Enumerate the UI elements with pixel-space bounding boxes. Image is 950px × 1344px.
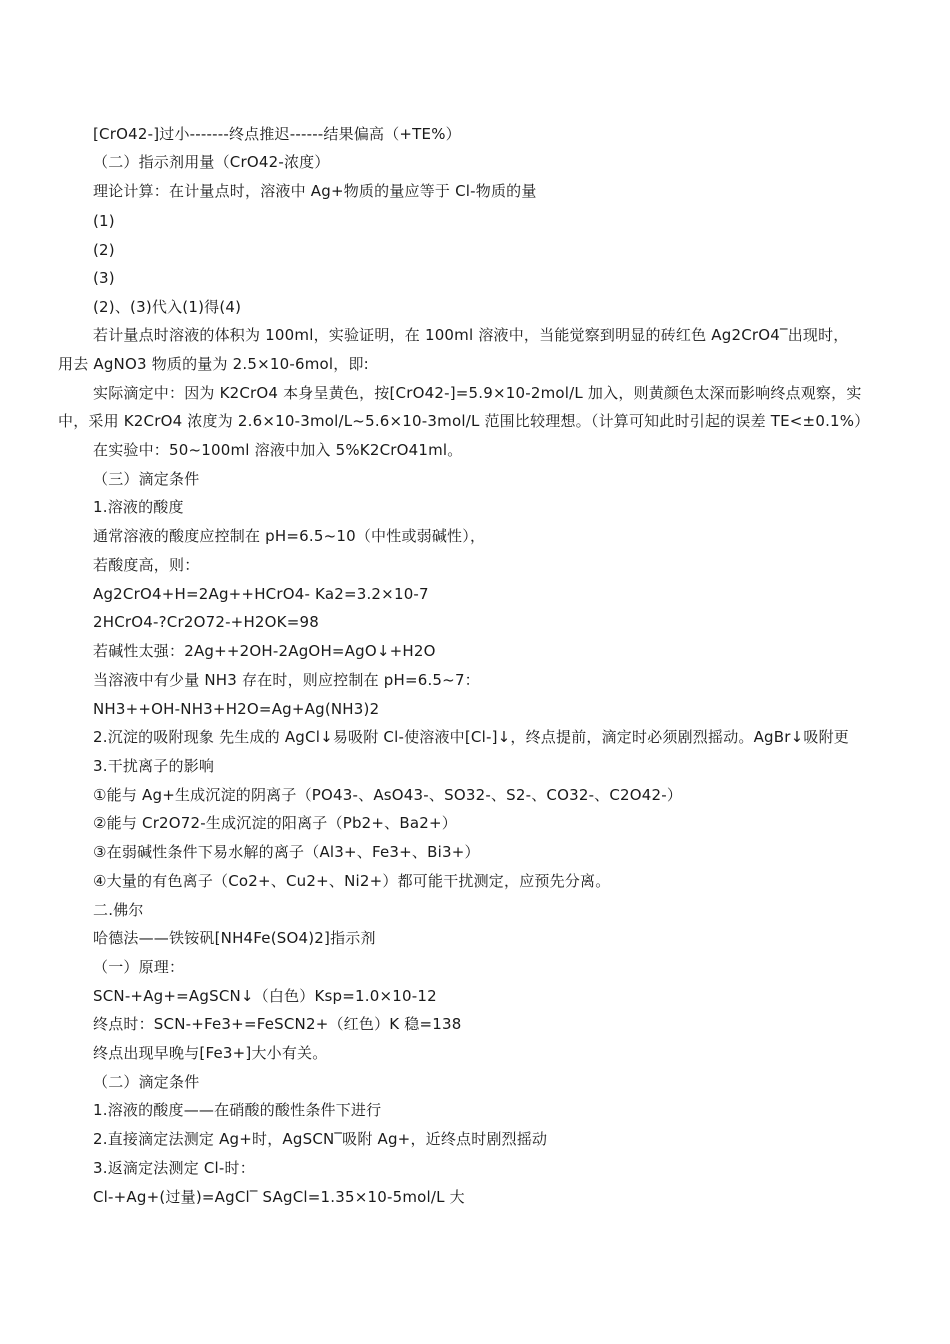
text-line: [CrO42-]过小-------终点推迟------结果偏高（+TE%） [93, 125, 461, 143]
text-line: 若酸度高，则： [93, 556, 200, 574]
section-heading: （一）原理： [93, 958, 185, 976]
text-line: 通常溶液的酸度应控制在 pH=6.5~10（中性或弱碱性）， [93, 527, 486, 545]
equation-number: (1) [93, 212, 115, 230]
list-item: ③在弱碱性条件下易水解的离子（Al3+、Fe3+、Bi3+） [93, 843, 480, 861]
section-heading: （二）指示剂用量（CrO42-浓度） [93, 153, 330, 171]
text-line: (2)、(3)代入(1)得(4) [93, 298, 242, 316]
section-heading: （二）滴定条件 [93, 1073, 200, 1091]
equation-line: 若碱性太强：2Ag++2OH-2AgOH=AgO↓+H2O [93, 642, 436, 660]
equation-line: Cl-+Ag+(过量)=AgCl‾ SAgCl=1.35×10-5mol/L 大 [93, 1188, 465, 1206]
equation-line: 2HCrO4-?Cr2O72-+H2OK=98 [93, 613, 319, 631]
section-heading: （三）滴定条件 [93, 470, 200, 488]
equation-number: (3) [93, 269, 115, 287]
paragraph-line: 若计量点时溶液的体积为 100ml，实验证明，在 100ml 溶液中，当能觉察到明显的砖红色 Ag2CrO4‾出现时， [93, 326, 849, 344]
paragraph-continuation: 中，采用 K2CrO4 浓度为 2.6×10-3mol/L~5.6×10-3mol/L 范围比较理想。（计算可知此时引起的误差 TE<±0.1%） [58, 412, 870, 430]
text-line: 终点出现早晚与[Fe3+]大小有关。 [93, 1044, 328, 1062]
subsection-heading: 3.干扰离子的影响 [93, 757, 215, 775]
text-line: 在实验中：50~100ml 溶液中加入 5%K2CrO41ml。 [93, 441, 463, 459]
equation-line: Ag2CrO4+H=2Ag++HCrO4- Ka2=3.2×10-7 [93, 585, 429, 603]
equation-line: 终点时：SCN-+Fe3+=FeSCN2+（红色）K 稳=138 [93, 1015, 462, 1033]
paragraph-continuation: 用去 AgNO3 物质的量为 2.5×10-6mol，即: [58, 355, 369, 373]
equation-line: SCN-+Ag+=AgSCN↓（白色）Ksp=1.0×10-12 [93, 987, 437, 1005]
equation-line: NH3++OH-NH3+H2O=Ag+Ag(NH3)2 [93, 700, 380, 718]
text-line: 2.直接滴定法测定 Ag+时，AgSCN‾吸附 Ag+，近终点时剧烈摇动 [93, 1130, 548, 1148]
list-item: ②能与 Cr2O72-生成沉淀的阳离子（Pb2+、Ba2+） [93, 814, 457, 832]
text-line: 1.溶液的酸度——在硝酸的酸性条件下进行 [93, 1101, 382, 1119]
list-item: ④大量的有色离子（Co2+、Cu2+、Ni2+）都可能干扰测定，应预先分离。 [93, 872, 611, 890]
section-heading: 二.佛尔 [93, 901, 144, 919]
text-line: 哈德法——铁铵矾[NH4Fe(SO4)2]指示剂 [93, 929, 376, 947]
paragraph-line: 2.沉淀的吸附现象 先生成的 AgCl↓易吸附 Cl-使溶液中[Cl-]↓，终点提前，滴定时必须剧烈摇动。AgBr↓吸附更 [93, 728, 850, 746]
text-line: 3.返滴定法测定 Cl-时： [93, 1159, 255, 1177]
list-item: ①能与 Ag+生成沉淀的阴离子（PO43-、AsO43-、SO32-、S2-、CO32-、C2O42-） [93, 786, 683, 804]
text-line: 理论计算：在计量点时，溶液中 Ag+物质的量应等于 Cl-物质的量 [93, 182, 537, 200]
equation-number: (2) [93, 241, 115, 259]
subsection-heading: 1.溶液的酸度 [93, 498, 184, 516]
paragraph-line: 实际滴定中：因为 K2CrO4 本身呈黄色，按[CrO42-]=5.9×10-2mol/L 加入，则黄颜色太深而影响终点观察，实 [93, 384, 862, 402]
text-line: 当溶液中有少量 NH3 存在时，则应控制在 pH=6.5~7： [93, 671, 480, 689]
